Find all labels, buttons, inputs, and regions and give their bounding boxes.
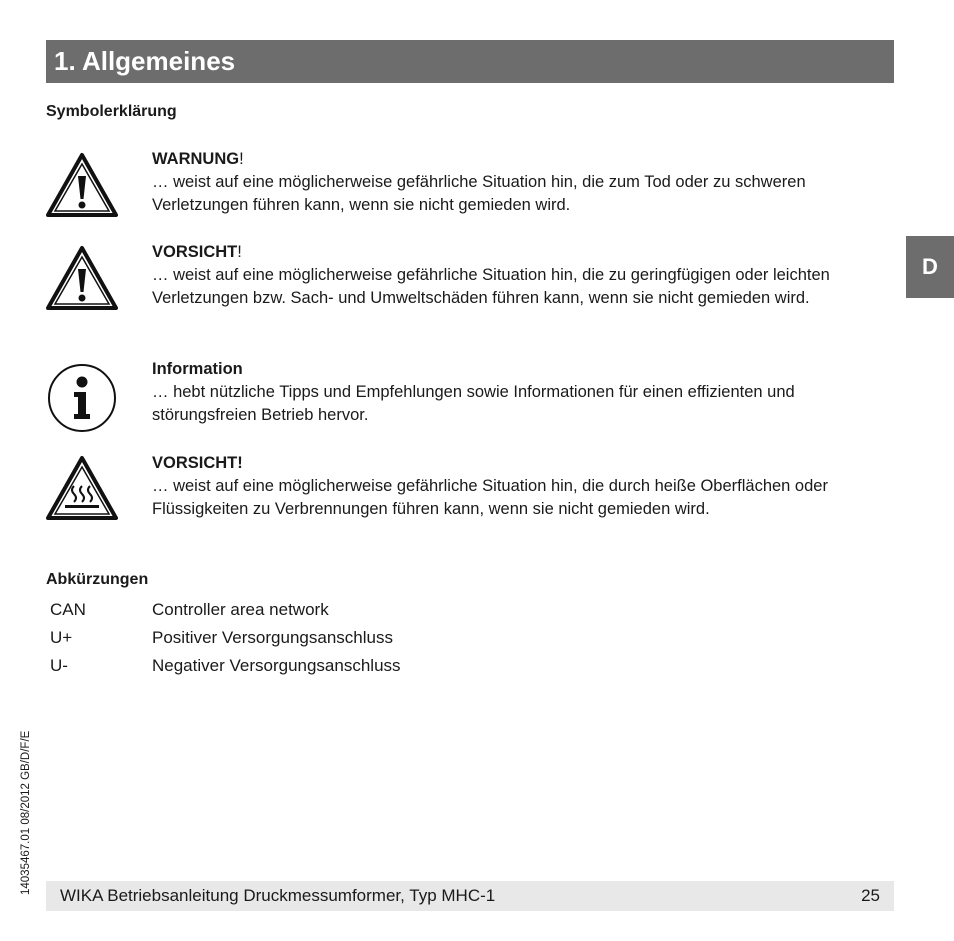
abbreviation-value: Negativer Versorgungsanschluss [152, 656, 401, 675]
abbreviation-value: Controller area network [152, 600, 329, 619]
warning-triangle-icon [46, 152, 118, 223]
hot-surface-text: … weist auf eine möglicherweise gefährliche Situation hin, die durch heiße Oberflächen oder Flüssigkeiten zu Verbrennungen führen kann, wenn sie nicht gemieden wird. [152, 477, 828, 518]
language-tab[interactable]: D [906, 236, 954, 298]
warning-title-suffix: ! [239, 150, 244, 168]
warning-description [152, 148, 882, 217]
hot-surface-title: VORSICHT! [152, 454, 243, 472]
information-description [152, 358, 882, 427]
page-number: 25 [861, 886, 880, 905]
caution-triangle-icon [46, 245, 118, 316]
abbreviation-value: Positiver Versorgungsanschluss [152, 628, 393, 647]
caution-title: VORSICHT [152, 243, 238, 261]
abbreviation-key: CAN [50, 600, 86, 619]
hot-surface-icon [46, 455, 118, 526]
information-icon [46, 362, 118, 439]
section-header: 1. Allgemeines [46, 40, 894, 83]
abbreviations-heading: Abkürzungen [46, 571, 149, 588]
warning-title: WARNUNG [152, 150, 240, 168]
caution-description [152, 241, 882, 310]
information-text: … hebt nützliche Tipps und Empfehlungen sowie Informationen für einen effizienten und störungsfreien Betrieb hervor. [152, 383, 795, 424]
footer-title: WIKA Betriebsanleitung Druckmessumformer, Typ MHC-1 [60, 886, 496, 905]
warning-text: … weist auf eine möglicherweise gefährliche Situation hin, die zum Tod oder zu schweren Verletzungen führen kann, wenn sie nicht gemieden wird. [152, 173, 806, 214]
information-title: Information [152, 360, 243, 378]
symbols-heading: Symbolerklärung [46, 103, 177, 120]
document-code: 14035467.01 08/2012 GB/D/F/E [20, 730, 32, 895]
footer [46, 881, 894, 911]
abbreviation-key: U- [50, 656, 68, 675]
hot-surface-description [152, 452, 882, 521]
caution-title-suffix: ! [237, 243, 242, 261]
abbreviation-key: U+ [50, 628, 73, 647]
caution-text: … weist auf eine möglicherweise gefährliche Situation hin, die zu geringfügigen oder leichten Verletzungen bzw. Sach- und Umweltschäden führen kann, wenn sie nicht gemieden wird. [152, 266, 830, 307]
